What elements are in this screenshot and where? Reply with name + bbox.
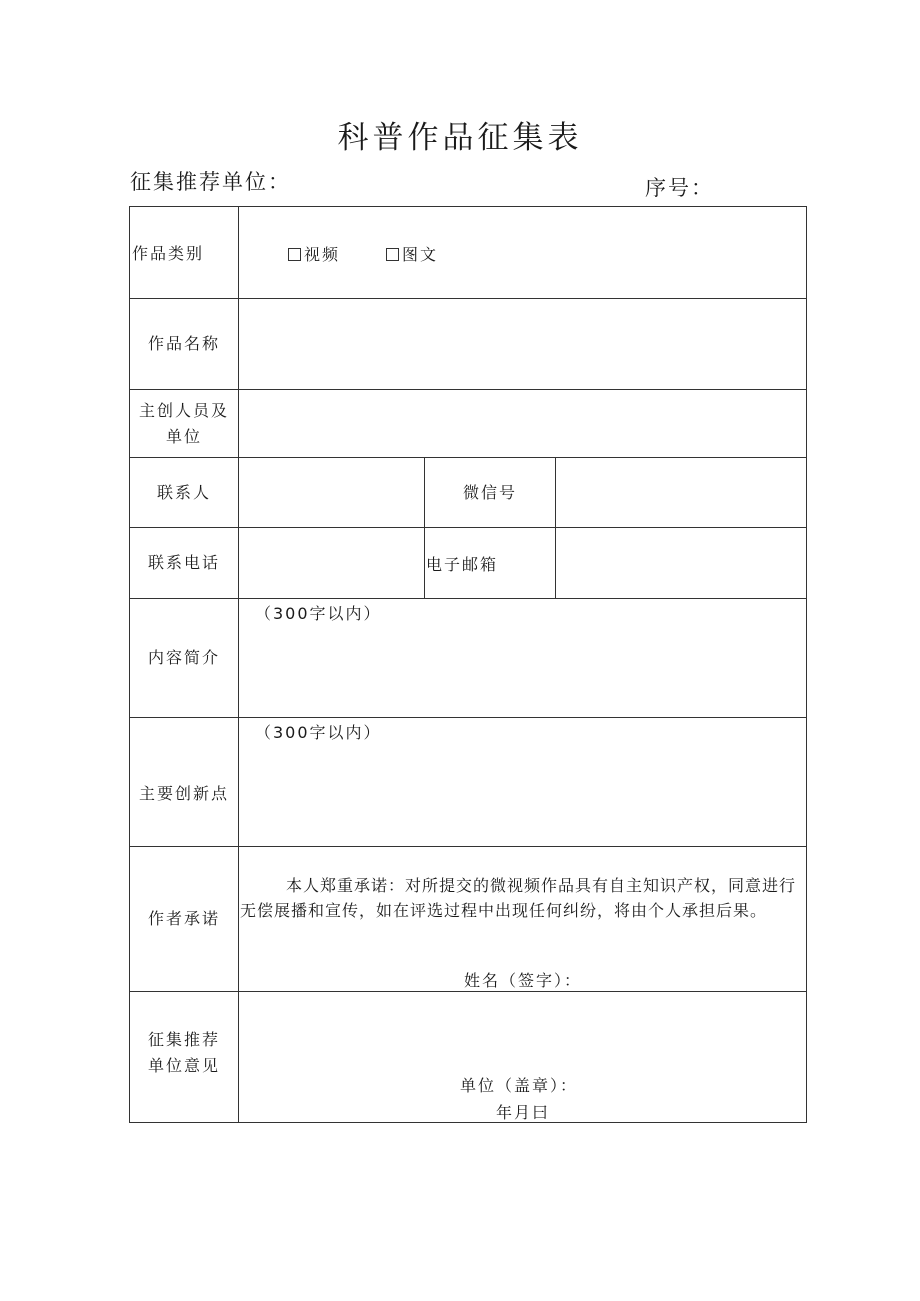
creators-label-line1: 主创人员及 [138,400,229,420]
innovation-label: 主要创新点 [138,784,229,803]
innovation-hint: （300字以内） [255,723,382,742]
contact-field[interactable] [239,458,424,527]
checkbox-icon[interactable] [288,248,301,261]
summary-label: 内容简介 [147,648,220,667]
category-option-graphic[interactable] [386,242,438,265]
phone-label: 联系电话 [147,553,220,572]
summary-hint: （300字以内） [255,604,382,623]
submission-form-table [129,206,807,1123]
contact-label: 联系人 [156,482,211,502]
wechat-field[interactable] [556,458,806,527]
work-name-field[interactable] [239,299,806,389]
pledge-label: 作者承诺 [147,909,220,928]
wechat-label: 微信号 [462,482,517,502]
category-label: 作品类别 [132,244,205,263]
creators-field[interactable] [239,390,806,457]
category-option-video-label: 视频 [304,245,341,264]
page-title: 科普作品征集表 [337,120,583,156]
creators-label [130,390,238,457]
pledge-text: 本人郑重承诺：对所提交的微视频作品具有自主知识产权，同意进行无偿展播和宣传，如在评选过程中出现任何纠纷，将由个人承担后果。 [240,876,797,920]
phone-field[interactable] [239,528,424,598]
category-option-video[interactable] [288,242,340,265]
work-name-label: 作品名称 [147,334,220,353]
category-option-graphic-label: 图文 [402,245,439,264]
email-label: 电子邮箱 [426,555,499,574]
recommendation-opinion-label [130,992,238,1122]
opinion-label-line2: 单位意见 [147,1056,220,1075]
seal-label: 单位（盖章）： [460,1076,579,1095]
recommending-unit-label: 征集推荐单位： [130,170,291,194]
checkbox-icon[interactable] [386,248,399,261]
opinion-label-line1: 征集推荐 [147,1030,220,1049]
signature-label: 姓名（签字）： [464,971,583,990]
date-label: 年月曰 [496,1103,551,1122]
creators-label-line2: 单位 [165,426,202,446]
email-field[interactable] [556,528,806,598]
serial-number-label: 序号： [645,176,714,200]
